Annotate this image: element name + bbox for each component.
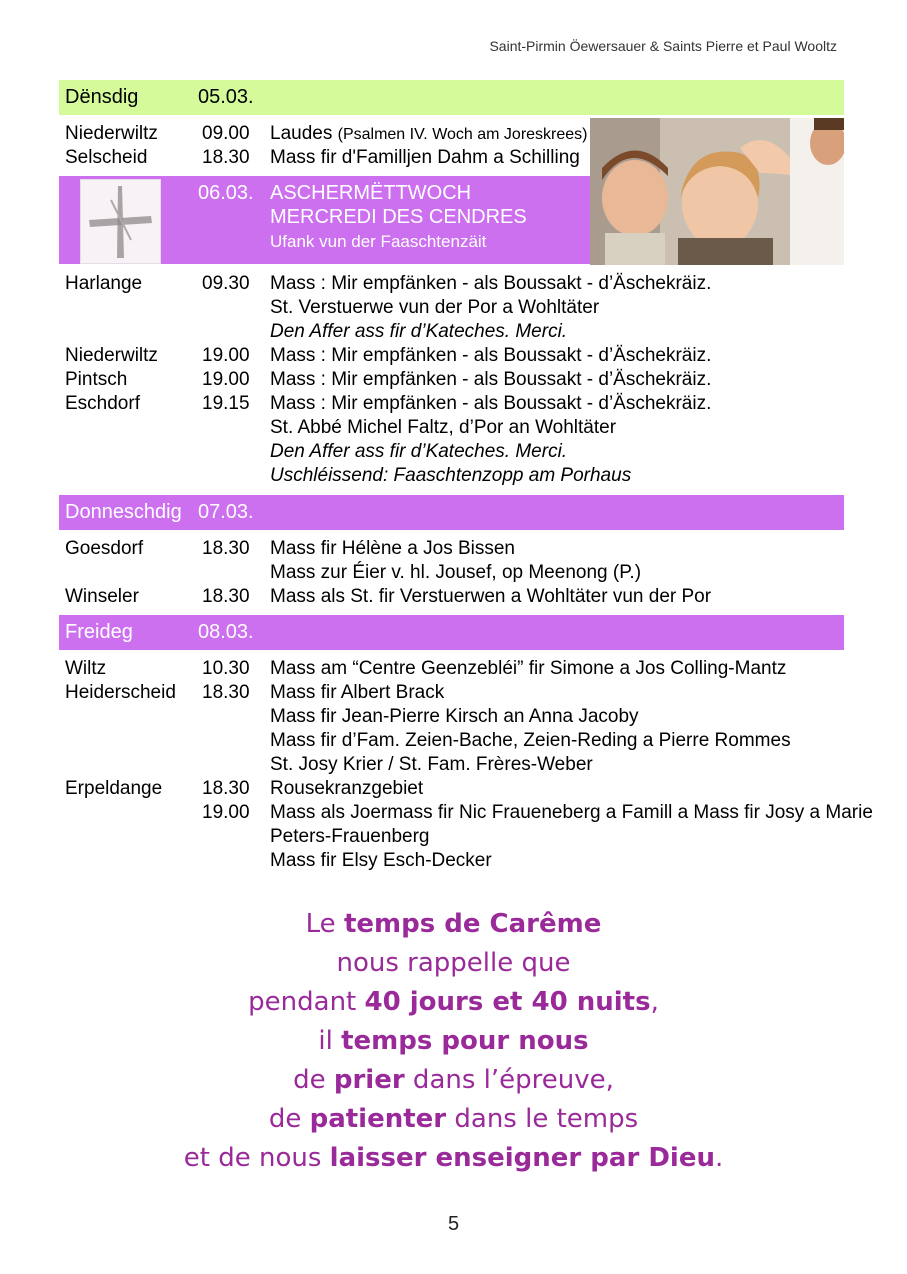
service-type: Mass :: [270, 273, 326, 294]
description: Mass fir d’Fam. Zeien-Bache, Zeien-Reding a Pierre Rommes: [270, 730, 791, 751]
day-date: 07.03.: [198, 501, 254, 523]
description: [270, 657, 786, 681]
quote-line: de prier dans l’épreuve,: [293, 1065, 614, 1095]
quote-line: Le temps de Carême: [305, 909, 602, 939]
service-text: Mir empfänken - als Boussakt - d’Äschekräiz.: [331, 273, 712, 294]
description: [270, 585, 711, 609]
service-type: Mass: [270, 147, 316, 168]
quote-line: pendant 40 jours et 40 nuits,: [248, 987, 659, 1017]
service-type: Laudes: [270, 123, 333, 144]
quote-line: il temps pour nous: [318, 1026, 589, 1056]
time: 19.00: [202, 802, 250, 823]
description: Mass zur Éier v. hl. Jousef, op Meenong (P.): [270, 562, 642, 583]
day-date: 08.03.: [198, 621, 254, 643]
description: [270, 681, 444, 705]
place: Niederwiltz: [65, 345, 158, 366]
lent-quote: [0, 905, 907, 1178]
description: [270, 122, 588, 147]
description: St. Abbé Michel Faltz, d’Por an Wohltäter: [270, 417, 617, 438]
service-text: fir Albert Brack: [320, 682, 445, 703]
quote-line: et de nous laisser enseigner par Dieu.: [183, 1143, 724, 1173]
description: [270, 344, 711, 368]
time: 18.30: [202, 538, 250, 559]
ash-title-lb: ASCHERMËTTWOCH: [270, 182, 472, 204]
time: 09.00: [202, 123, 250, 144]
description: St. Josy Krier / St. Fam. Frères-Weber: [270, 754, 593, 775]
day-name: Freideg: [65, 621, 133, 643]
place: Niederwiltz: [65, 123, 158, 144]
note: Den Affer ass fir d’Kateches. Merci.: [270, 321, 568, 342]
service-type: Mass: [270, 586, 316, 607]
description: Mass fir Jean-Pierre Kirsch an Anna Jacoby: [270, 706, 639, 727]
day-name: Donneschdig: [65, 501, 182, 523]
service-text: fir d'Familljen Dahm a Schilling: [320, 147, 580, 168]
time: 18.30: [202, 682, 250, 703]
day-header-tuesday: [59, 80, 844, 115]
time: 18.30: [202, 586, 250, 607]
description: [270, 464, 631, 488]
description: [270, 272, 711, 296]
description: [270, 440, 567, 464]
quote-line: de patienter dans le temps: [268, 1104, 639, 1134]
service-text: am “Centre Geenzebléi” fir Simone a Jos Colling-Mantz: [320, 658, 787, 679]
description: [270, 537, 515, 561]
photo-illustration: [590, 118, 844, 265]
service-type: Rousekranzgebiet: [270, 778, 424, 799]
description: St. Verstuerwe vun der Por a Wohltäter: [270, 297, 600, 318]
time: 10.30: [202, 658, 250, 679]
service-text: Mir empfänken - als Boussakt - d’Äschekräiz.: [331, 345, 712, 366]
description: [270, 392, 711, 416]
service-text: als St. fir Verstuerwen a Wohltäter vun der Por: [320, 586, 712, 607]
note: Uschléissend: Faaschtenzopp am Porhaus: [270, 465, 632, 486]
time: 18.30: [202, 147, 250, 168]
ash-subtitle: Ufank vun der Faaschtenzäit: [270, 232, 487, 251]
service-type: Mass: [270, 682, 316, 703]
time: 19.00: [202, 369, 250, 390]
time: 18.30: [202, 778, 250, 799]
note: Den Affer ass fir d’Kateches. Merci.: [270, 441, 568, 462]
service-type: Mass: [270, 658, 316, 679]
place: Winseler: [65, 586, 139, 607]
day-date: 05.03.: [198, 86, 254, 108]
place: Erpeldange: [65, 778, 163, 799]
ash-date: 06.03.: [198, 182, 254, 204]
time: 19.15: [202, 393, 250, 414]
description: [270, 777, 423, 801]
place: Harlange: [65, 273, 143, 294]
running-header: Saint-Pirmin Öewersauer & Saints Pierre et Paul Wooltz: [489, 38, 837, 54]
service-type: Mass :: [270, 393, 326, 414]
page-number: 5: [447, 1213, 460, 1235]
ash-cross-image: [80, 179, 161, 264]
description: Peters-Frauenberg: [270, 826, 430, 847]
service-type: Mass :: [270, 369, 326, 390]
day-header-thursday: [59, 495, 844, 530]
place: Pintsch: [65, 369, 128, 390]
service-text: Mir empfänken - als Boussakt - d’Äschekräiz.: [331, 393, 712, 414]
day-name: Dënsdig: [65, 86, 139, 108]
place: Selscheid: [65, 147, 148, 168]
service-type: Mass: [270, 802, 316, 823]
time: 09.30: [202, 273, 250, 294]
service-type: Mass :: [270, 345, 326, 366]
description: [270, 368, 711, 392]
time: 19.00: [202, 345, 250, 366]
service-text: fir Hélène a Jos Bissen: [320, 538, 516, 559]
ash-cross-icon: [81, 180, 160, 263]
day-header-friday: [59, 615, 844, 650]
quote-line: nous rappelle que: [336, 948, 571, 978]
description: [270, 146, 580, 170]
place: Goesdorf: [65, 538, 144, 559]
ash-wednesday-photo: [590, 118, 844, 265]
service-text: (Psalmen IV. Woch am Joreskrees): [337, 126, 588, 143]
place: Wiltz: [65, 658, 107, 679]
description: [270, 320, 567, 344]
description: Mass fir Elsy Esch-Decker: [270, 850, 492, 871]
ash-title-fr: MERCREDI DES CENDRES: [270, 206, 527, 228]
service-type: Mass: [270, 538, 316, 559]
place: Heiderscheid: [65, 682, 176, 703]
place: Eschdorf: [65, 393, 140, 414]
service-text: Mir empfänken - als Boussakt - d’Äschekräiz.: [331, 369, 712, 390]
service-text: als Joermass fir Nic Fraueneberg a Famill a Mass fir Josy a Marie: [320, 802, 873, 823]
description: [270, 801, 873, 825]
